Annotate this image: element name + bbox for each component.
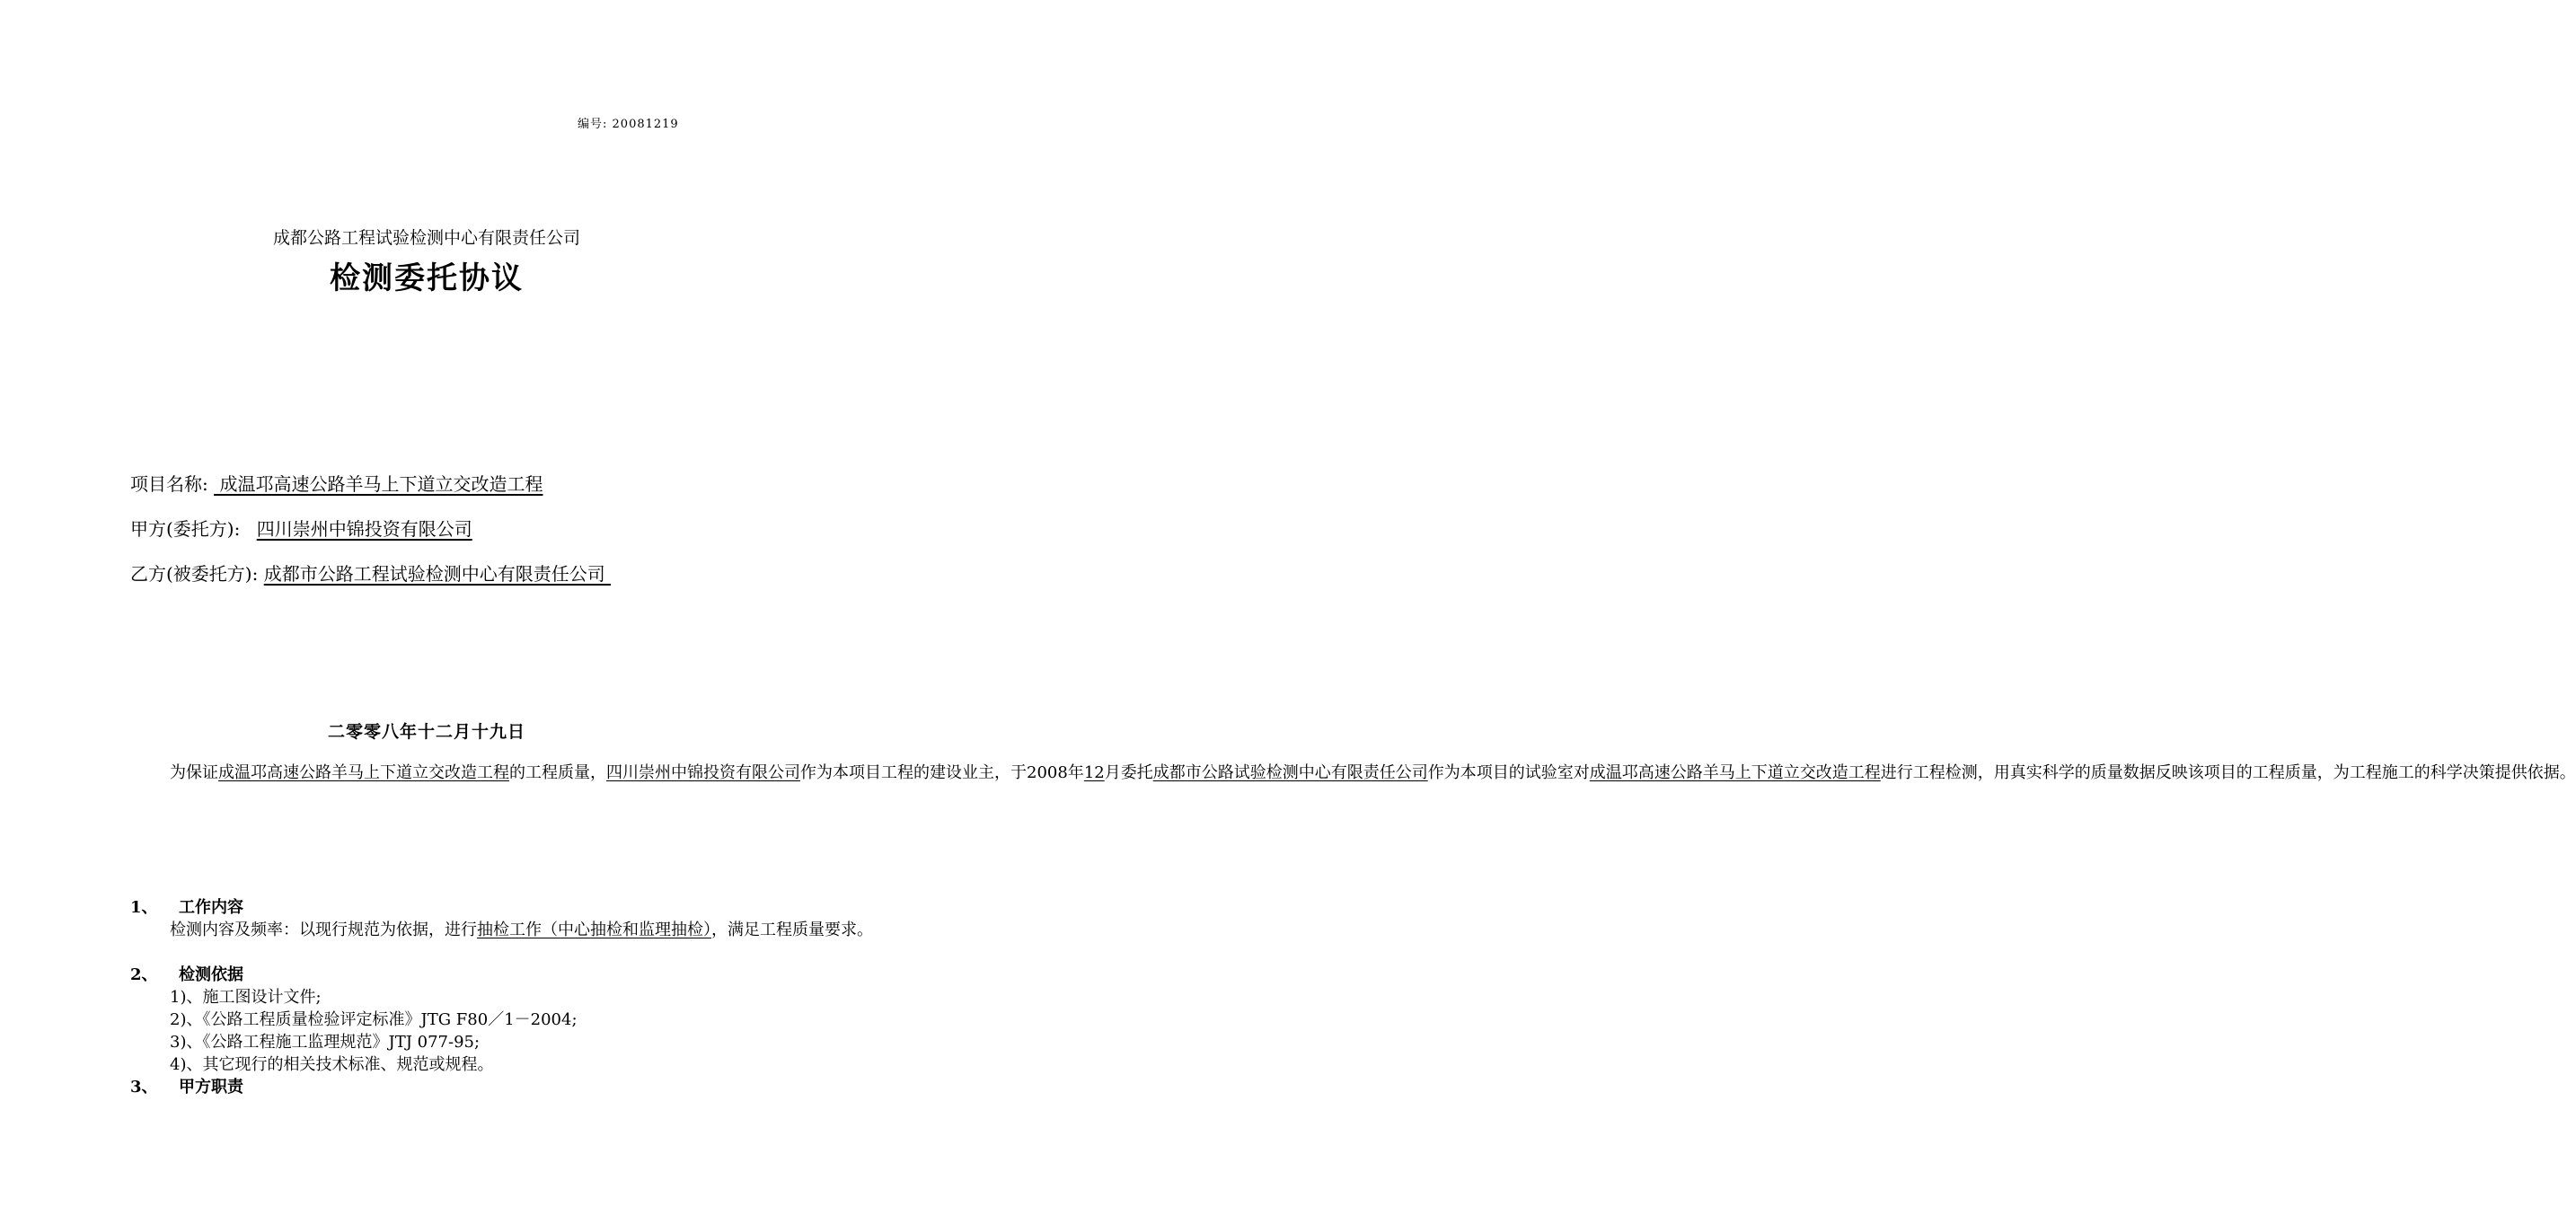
spot-check-ref: 抽检工作（中心抽检和监理抽检） bbox=[477, 921, 711, 939]
section-number: 1、 bbox=[130, 898, 158, 917]
section-title: 工作内容 bbox=[179, 898, 243, 917]
field-label: 甲方(委托方): bbox=[130, 518, 241, 540]
party-a-field bbox=[130, 515, 472, 541]
work-content-paragraph bbox=[130, 919, 873, 941]
work-content-text: 检测内容及频率：以现行规范为依据，进行 bbox=[170, 921, 477, 939]
client-name-ref: 四川崇州中锦投资有限公司 bbox=[606, 763, 800, 782]
field-label: 项目名称: bbox=[130, 473, 208, 495]
project-name-ref: 成温邛高速公路羊马上下道立交改造工程 bbox=[218, 763, 509, 782]
project-name-ref: 成温邛高速公路羊马上下道立交改造工程 bbox=[1589, 763, 1881, 782]
basis-item: 1)、施工图设计文件; bbox=[170, 988, 322, 1007]
contractor-name-ref: 成都市公路试验检测中心有限责任公司 bbox=[1152, 763, 1428, 782]
basis-item: 4)、其它现行的相关技术标准、规范或规程。 bbox=[170, 1055, 494, 1074]
intro-text: 月委托 bbox=[1104, 763, 1153, 782]
serial-label: 编号: bbox=[578, 118, 608, 131]
intro-text: 进行工程检测，用真实科学的质量数据反映该项目的工程质量，为工程施工的科学决策提供依据。 bbox=[1880, 763, 2576, 782]
field-value: 成都市公路工程试验检测中心有限责任公司 bbox=[263, 563, 612, 585]
serial-number bbox=[578, 114, 679, 131]
section-number: 3、 bbox=[130, 1078, 158, 1097]
section-number: 2、 bbox=[130, 965, 158, 984]
basis-item: 2)、《公路工程质量检验评定标准》JTG F80／1－2004; bbox=[170, 1010, 578, 1029]
project-name-field bbox=[130, 470, 543, 496]
section-title: 检测依据 bbox=[179, 965, 243, 984]
agreement-date: 二零零八年十二月十九日 bbox=[327, 722, 525, 742]
company-name: 成都公路工程试验检测中心有限责任公司 bbox=[272, 228, 580, 248]
intro-text: 的工程质量， bbox=[509, 763, 606, 782]
section-heading bbox=[130, 896, 243, 919]
document-title: 检测委托协议 bbox=[330, 260, 524, 296]
field-value: 成温邛高速公路羊马上下道立交改造工程 bbox=[214, 473, 543, 495]
section-title: 甲方职责 bbox=[179, 1078, 243, 1097]
intro-text: 为保证 bbox=[170, 763, 218, 782]
basis-item: 3)、《公路工程施工监理规范》JTJ 077-95; bbox=[170, 1033, 481, 1052]
work-content-text: ，满足工程质量要求。 bbox=[711, 921, 873, 939]
section-heading bbox=[130, 1076, 243, 1098]
party-b-field bbox=[130, 559, 611, 586]
month-ref: 12 bbox=[1083, 763, 1105, 782]
field-value: 四川崇州中锦投资有限公司 bbox=[256, 518, 472, 540]
serial-value: 20081219 bbox=[612, 118, 679, 131]
intro-text: 作为本项目工程的建设业主，于2008年 bbox=[800, 763, 1084, 782]
section-heading bbox=[130, 964, 243, 986]
intro-text: 作为本项目的试验室对 bbox=[1427, 763, 1590, 782]
field-label: 乙方(被委托方): bbox=[130, 563, 259, 585]
intro-paragraph bbox=[130, 762, 2576, 784]
